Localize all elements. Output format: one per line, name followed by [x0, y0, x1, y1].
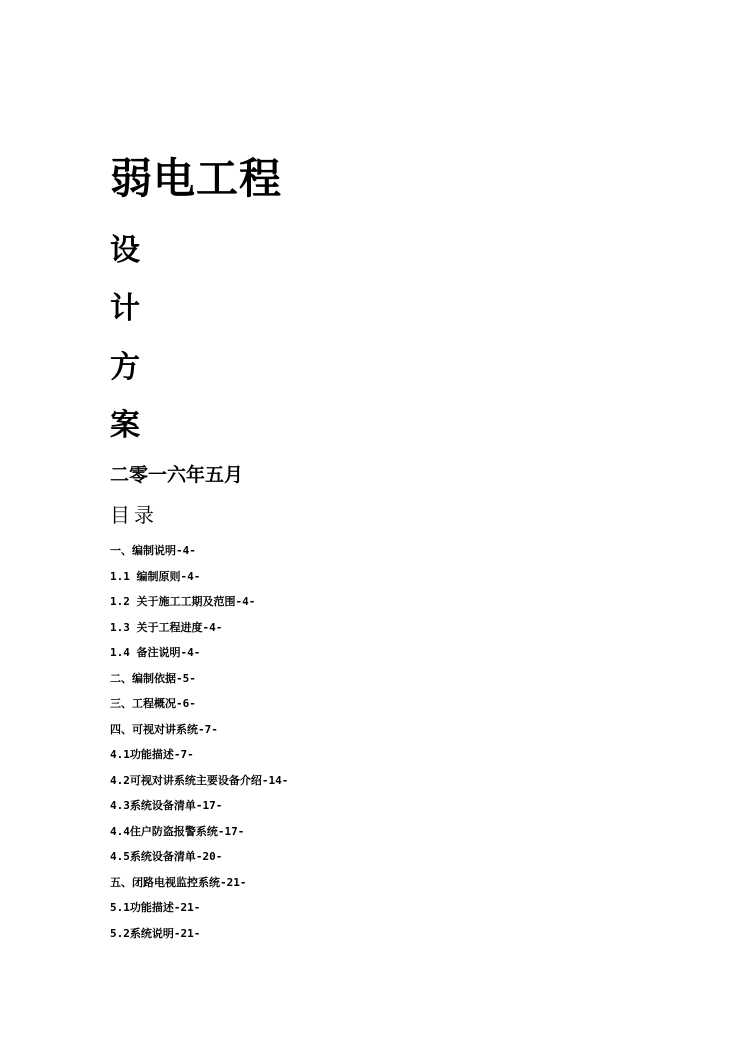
toc-heading: 目录 — [110, 503, 158, 527]
toc-entry[interactable]: 4.2可视对讲系统主要设备介绍-14- — [110, 773, 289, 787]
toc-entry[interactable]: 二、编制依据-5- — [110, 671, 196, 685]
toc-entry[interactable]: 5.1功能描述-21- — [110, 901, 201, 914]
toc-entry[interactable]: 三、工程概况-6- — [110, 697, 196, 710]
document-title: 弱电工程 — [110, 154, 283, 203]
title-subtitle-char-2: 计 — [110, 291, 140, 326]
toc-entry[interactable]: 4.1功能描述-7- — [110, 748, 194, 761]
title-subtitle-char-3: 方 — [110, 350, 140, 385]
toc-entry[interactable]: 1.3 关于工程进度-4- — [110, 620, 223, 634]
toc-entry[interactable]: 1.1 编制原则-4- — [110, 569, 201, 583]
toc-entry[interactable]: 4.5系统设备清单-20- — [110, 850, 223, 863]
toc-entry[interactable]: 4.4住户防盗报警系统-17- — [110, 824, 245, 838]
toc-entry[interactable]: 5.2系统说明-21- — [110, 926, 201, 940]
toc-entry[interactable]: 1.4 备注说明-4- — [110, 646, 201, 659]
table-of-contents — [110, 538, 288, 946]
toc-entry[interactable]: 4.3系统设备清单-17- — [110, 799, 223, 812]
title-subtitle-char-4: 案 — [110, 408, 140, 443]
toc-entry[interactable]: 一、编制说明-4- — [110, 544, 196, 557]
toc-entry[interactable]: 四、可视对讲系统-7- — [110, 722, 218, 736]
document-date: 二零一六年五月 — [110, 464, 244, 486]
title-subtitle-char-1: 设 — [110, 233, 140, 268]
toc-entry[interactable]: 五、闭路电视监控系统-21- — [110, 875, 247, 889]
toc-entry[interactable]: 1.2 关于施工工期及范围-4- — [110, 595, 256, 608]
